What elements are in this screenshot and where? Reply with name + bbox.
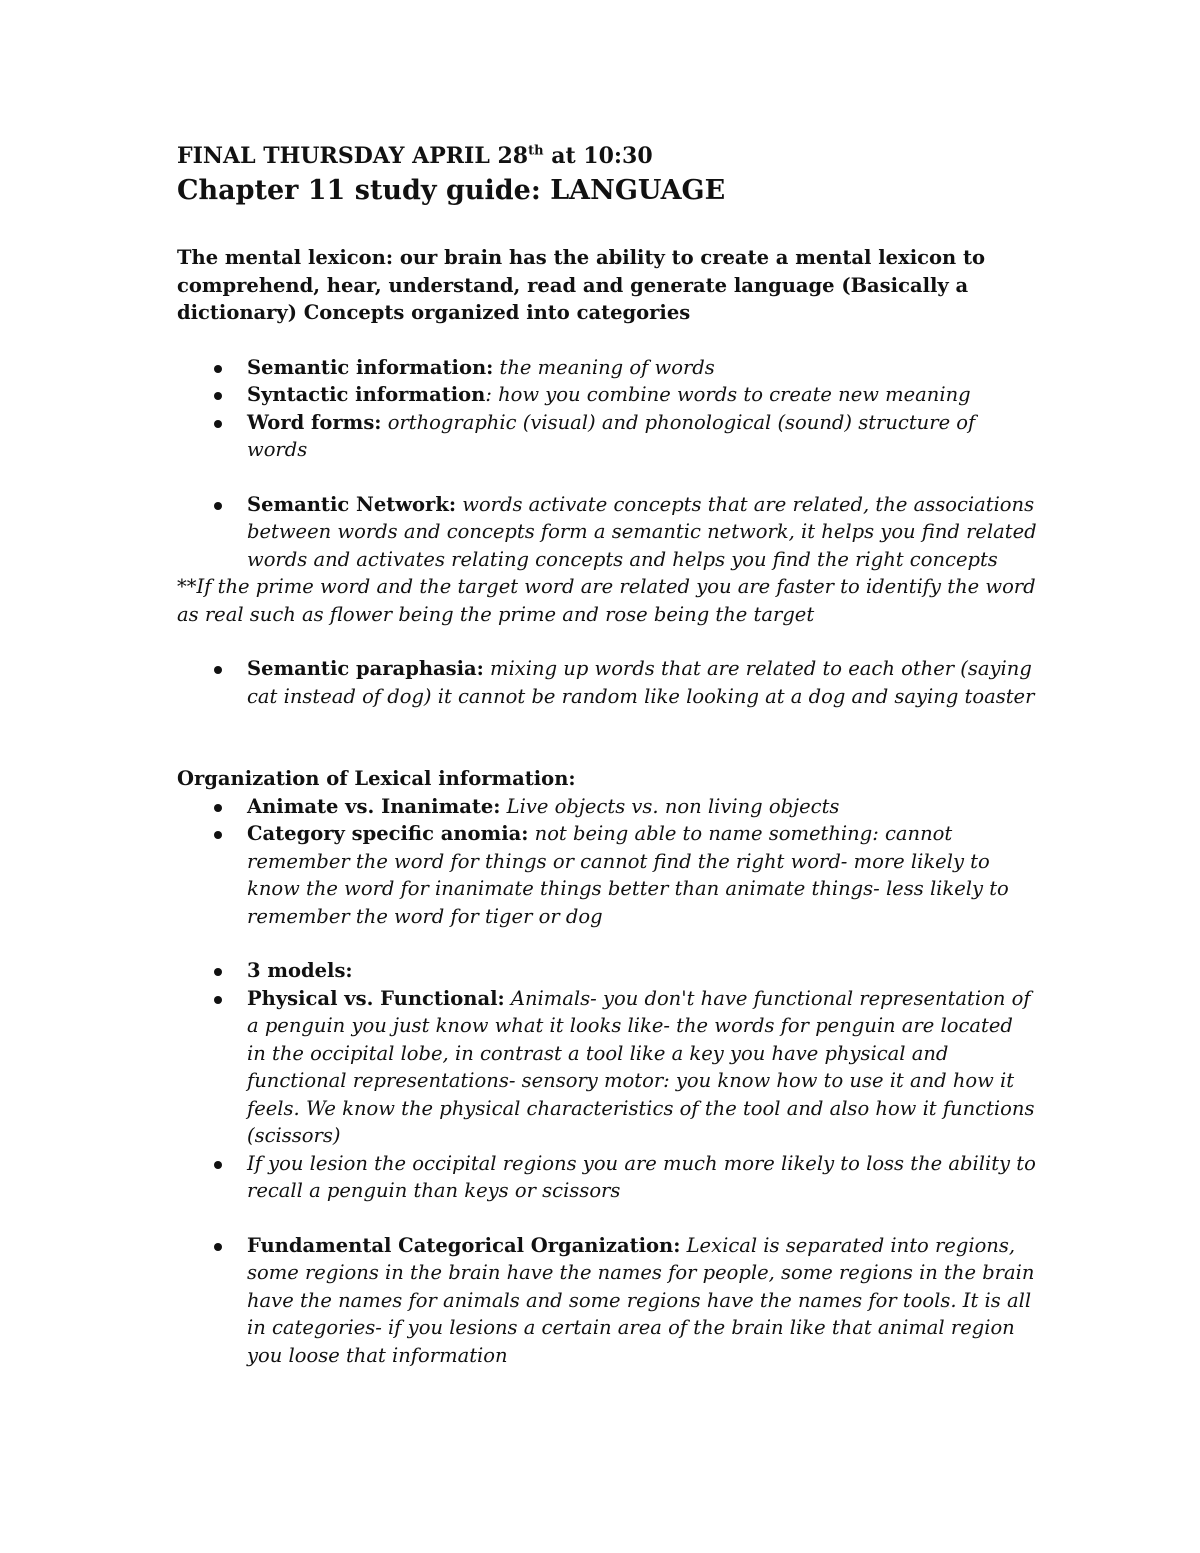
list-item	[177, 354, 1037, 382]
bullet-icon	[214, 392, 222, 400]
item-description: Lexical is separated into regions, some regions in the brain have the names for people, some regions in the brain have the names for animals and some regions have the names for tools. It is all in categories- if you lesions a certain area of the brain like that animal region you loose that information	[247, 1233, 1035, 1367]
bullet-icon	[214, 666, 222, 674]
final-exam-time: at 10:30	[543, 143, 653, 169]
item-description: mixing up words that are related to each other (saying cat instead of dog) it cannot be random like looking at a dog and saying toaster	[247, 657, 1035, 708]
list-item	[177, 985, 1037, 1150]
list-item	[177, 1150, 1037, 1205]
bullet-icon	[214, 1161, 222, 1169]
final-exam-line	[177, 140, 1037, 172]
final-exam-date-suffix: th	[528, 143, 544, 159]
bullet-icon	[214, 365, 222, 373]
bullet-icon	[214, 968, 222, 976]
bullet-icon	[214, 1243, 222, 1251]
lexicon-list	[177, 354, 1037, 464]
item-description: not being able to name something: cannot remember the word for things or cannot find the right word- more likely to know the word for inanimate things better than animate things- less likely to remember the word for tiger or dog	[247, 822, 1009, 928]
bullet-icon	[214, 420, 222, 428]
list-item	[177, 381, 1037, 409]
item-description: the meaning of words	[493, 355, 715, 379]
item-term: Fundamental Categorical Organization:	[247, 1233, 681, 1257]
item-description: Live objects vs. non living objects	[500, 794, 840, 818]
list-item	[177, 655, 1037, 710]
models-list	[177, 957, 1037, 1205]
priming-note: **If the prime word and the target word are related you are faster to identify the word as real such as flower being the prime and rose being the target	[177, 575, 1036, 626]
item-term: Syntactic information	[247, 383, 486, 406]
item-term: Category specific anomia:	[247, 822, 529, 845]
item-description: orthographic (visual) and phonological (sound) structure of words	[247, 410, 976, 461]
list-item	[177, 820, 1037, 930]
item-description: If you lesion the occipital regions you are much more likely to loss the ability to recall a penguin than keys or scissors	[247, 1151, 1036, 1202]
item-description: words activate concepts that are related, the associations between words and concepts form a semantic network, it helps you find related words and activates relating concepts and helps you find the right concepts	[247, 492, 1037, 571]
bullet-icon	[214, 831, 222, 839]
fundamental-list	[177, 1232, 1037, 1370]
study-guide-page	[177, 140, 1037, 1369]
item-term: Semantic information:	[247, 355, 494, 379]
item-term: Semantic paraphasia:	[247, 657, 484, 680]
final-exam-date: FINAL THURSDAY APRIL 28	[177, 143, 529, 169]
item-term: Semantic Network:	[247, 492, 457, 516]
bullet-icon	[214, 502, 222, 510]
mental-lexicon-intro: The mental lexicon: our brain has the ability to create a mental lexicon to comprehend, hear, understand, read and generate language (Basically a dictionary) Concepts organized into categories	[177, 246, 985, 324]
bullet-icon	[214, 804, 222, 812]
item-description: : how you combine words to create new meaning	[485, 383, 971, 406]
item-term: 3 models:	[247, 959, 353, 982]
list-item	[177, 1232, 1037, 1370]
bullet-icon	[214, 996, 222, 1004]
list-item	[177, 491, 1037, 574]
list-item	[177, 793, 1037, 821]
page-title: Chapter 11 study guide: LANGUAGE	[177, 175, 726, 206]
item-description: Animals- you don't have functional representation of a penguin you just know what it looks like- the words for penguin are located in the occipital lobe, in contrast a tool like a key you have physical and functional representations- sensory motor: you know how to use it and how it feels. We know the physical characteristics of the tool and also how it functions (scissors)	[247, 986, 1035, 1147]
item-term: Word forms:	[247, 410, 382, 434]
organization-heading: Organization of Lexical information:	[177, 767, 576, 790]
paraphasia-list	[177, 655, 1037, 710]
list-item	[177, 957, 1037, 985]
organization-list	[177, 793, 1037, 931]
list-item	[177, 409, 1037, 464]
item-term: Animate vs. Inanimate:	[247, 794, 501, 818]
item-term: Physical vs. Functional:	[247, 986, 505, 1010]
semantic-network-list	[177, 491, 1037, 574]
